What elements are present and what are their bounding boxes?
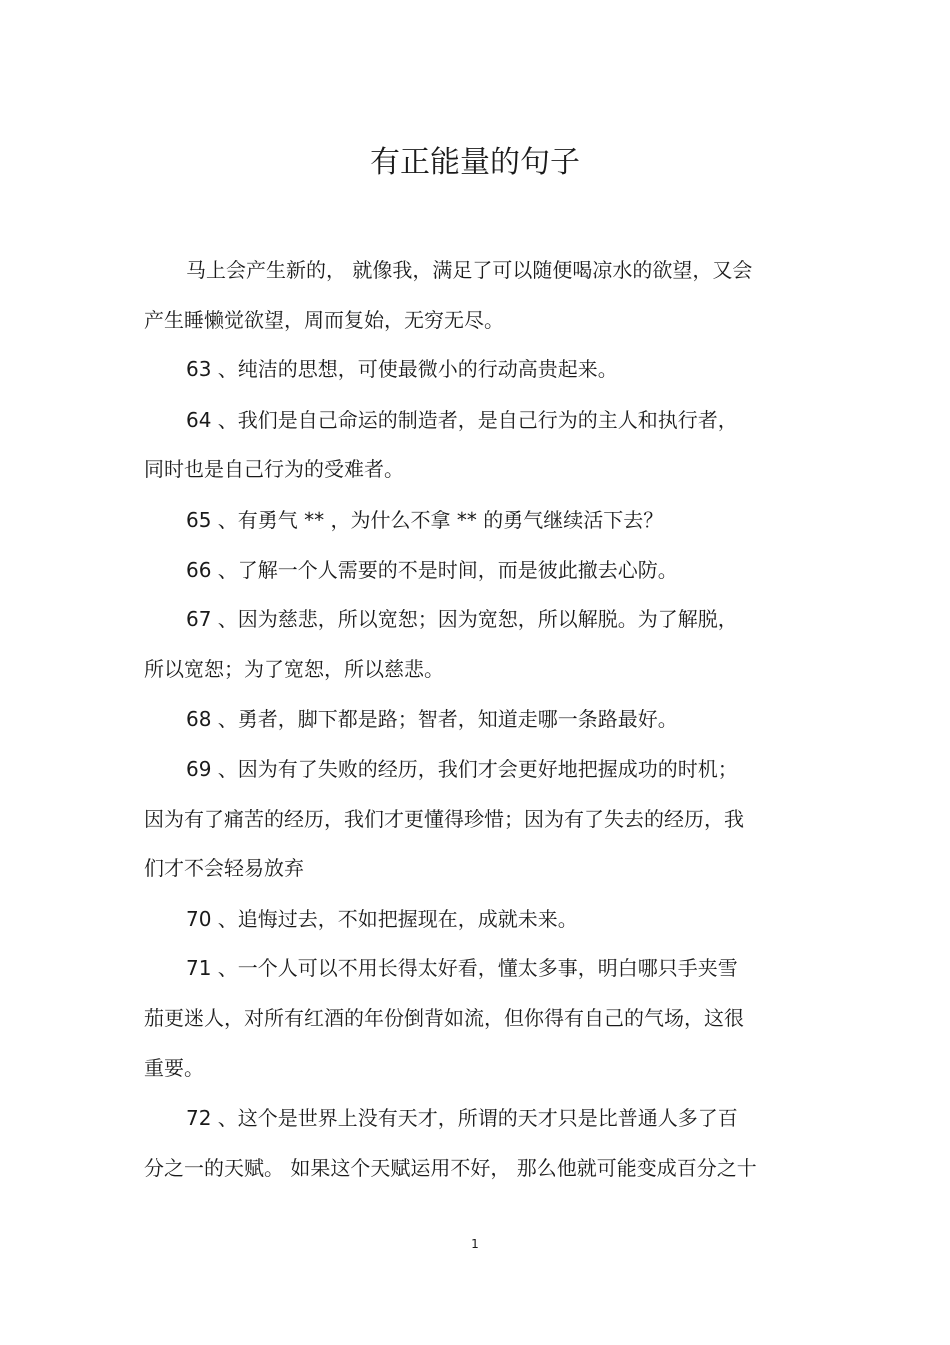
paragraph-line: 们才不会轻易放弃: [144, 856, 304, 880]
paragraph-line: 产生睡懒觉欲望，周而复始，无穷无尽。: [144, 308, 504, 332]
paragraph-line: 马上会产生新的， 就像我，满足了可以随便喝凉水的欲望，又会: [186, 258, 753, 282]
page-number: 1: [471, 1237, 479, 1251]
paragraph-line: 64 、我们是自己命运的制造者，是自己行为的主人和执行者，: [186, 408, 738, 432]
paragraph-line: 67 、因为慈悲，所以宽恕；因为宽恕，所以解脱。为了解脱，: [186, 607, 738, 631]
paragraph-line: 68 、勇者，脚下都是路；智者，知道走哪一条路最好。: [186, 707, 678, 731]
paragraph-line: 同时也是自己行为的受难者。: [144, 457, 404, 481]
paragraph-line: 71 、一个人可以不用长得太好看，懂太多事，明白哪只手夹雪: [186, 956, 738, 980]
document-title: 有正能量的句子: [370, 145, 580, 180]
paragraph-line: 65 、有勇气 ** ，为什么不拿 ** 的勇气继续活下去？: [186, 508, 664, 532]
paragraph-line: 66 、了解一个人需要的不是时间，而是彼此撤去心防。: [186, 558, 678, 582]
paragraph-line: 所以宽恕；为了宽恕，所以慈悲。: [144, 657, 444, 681]
paragraph-line: 茄更迷人，对所有红酒的年份倒背如流，但你得有自己的气场，这很: [144, 1006, 744, 1030]
paragraph-line: 69 、因为有了失败的经历，我们才会更好地把握成功的时机；: [186, 757, 738, 781]
paragraph-line: 63 、纯洁的思想，可使最微小的行动高贵起来。: [186, 357, 618, 381]
paragraph-line: 重要。: [144, 1056, 204, 1080]
paragraph-line: 72 、这个是世界上没有天才，所谓的天才只是比普通人多了百: [186, 1106, 738, 1130]
paragraph-line: 70 、追悔过去，不如把握现在，成就未来。: [186, 907, 578, 931]
paragraph-line: 分之一的天赋。 如果这个天赋运用不好， 那么他就可能变成百分之十: [144, 1156, 757, 1180]
paragraph-line: 因为有了痛苦的经历，我们才更懂得珍惜；因为有了失去的经历，我: [144, 807, 744, 831]
